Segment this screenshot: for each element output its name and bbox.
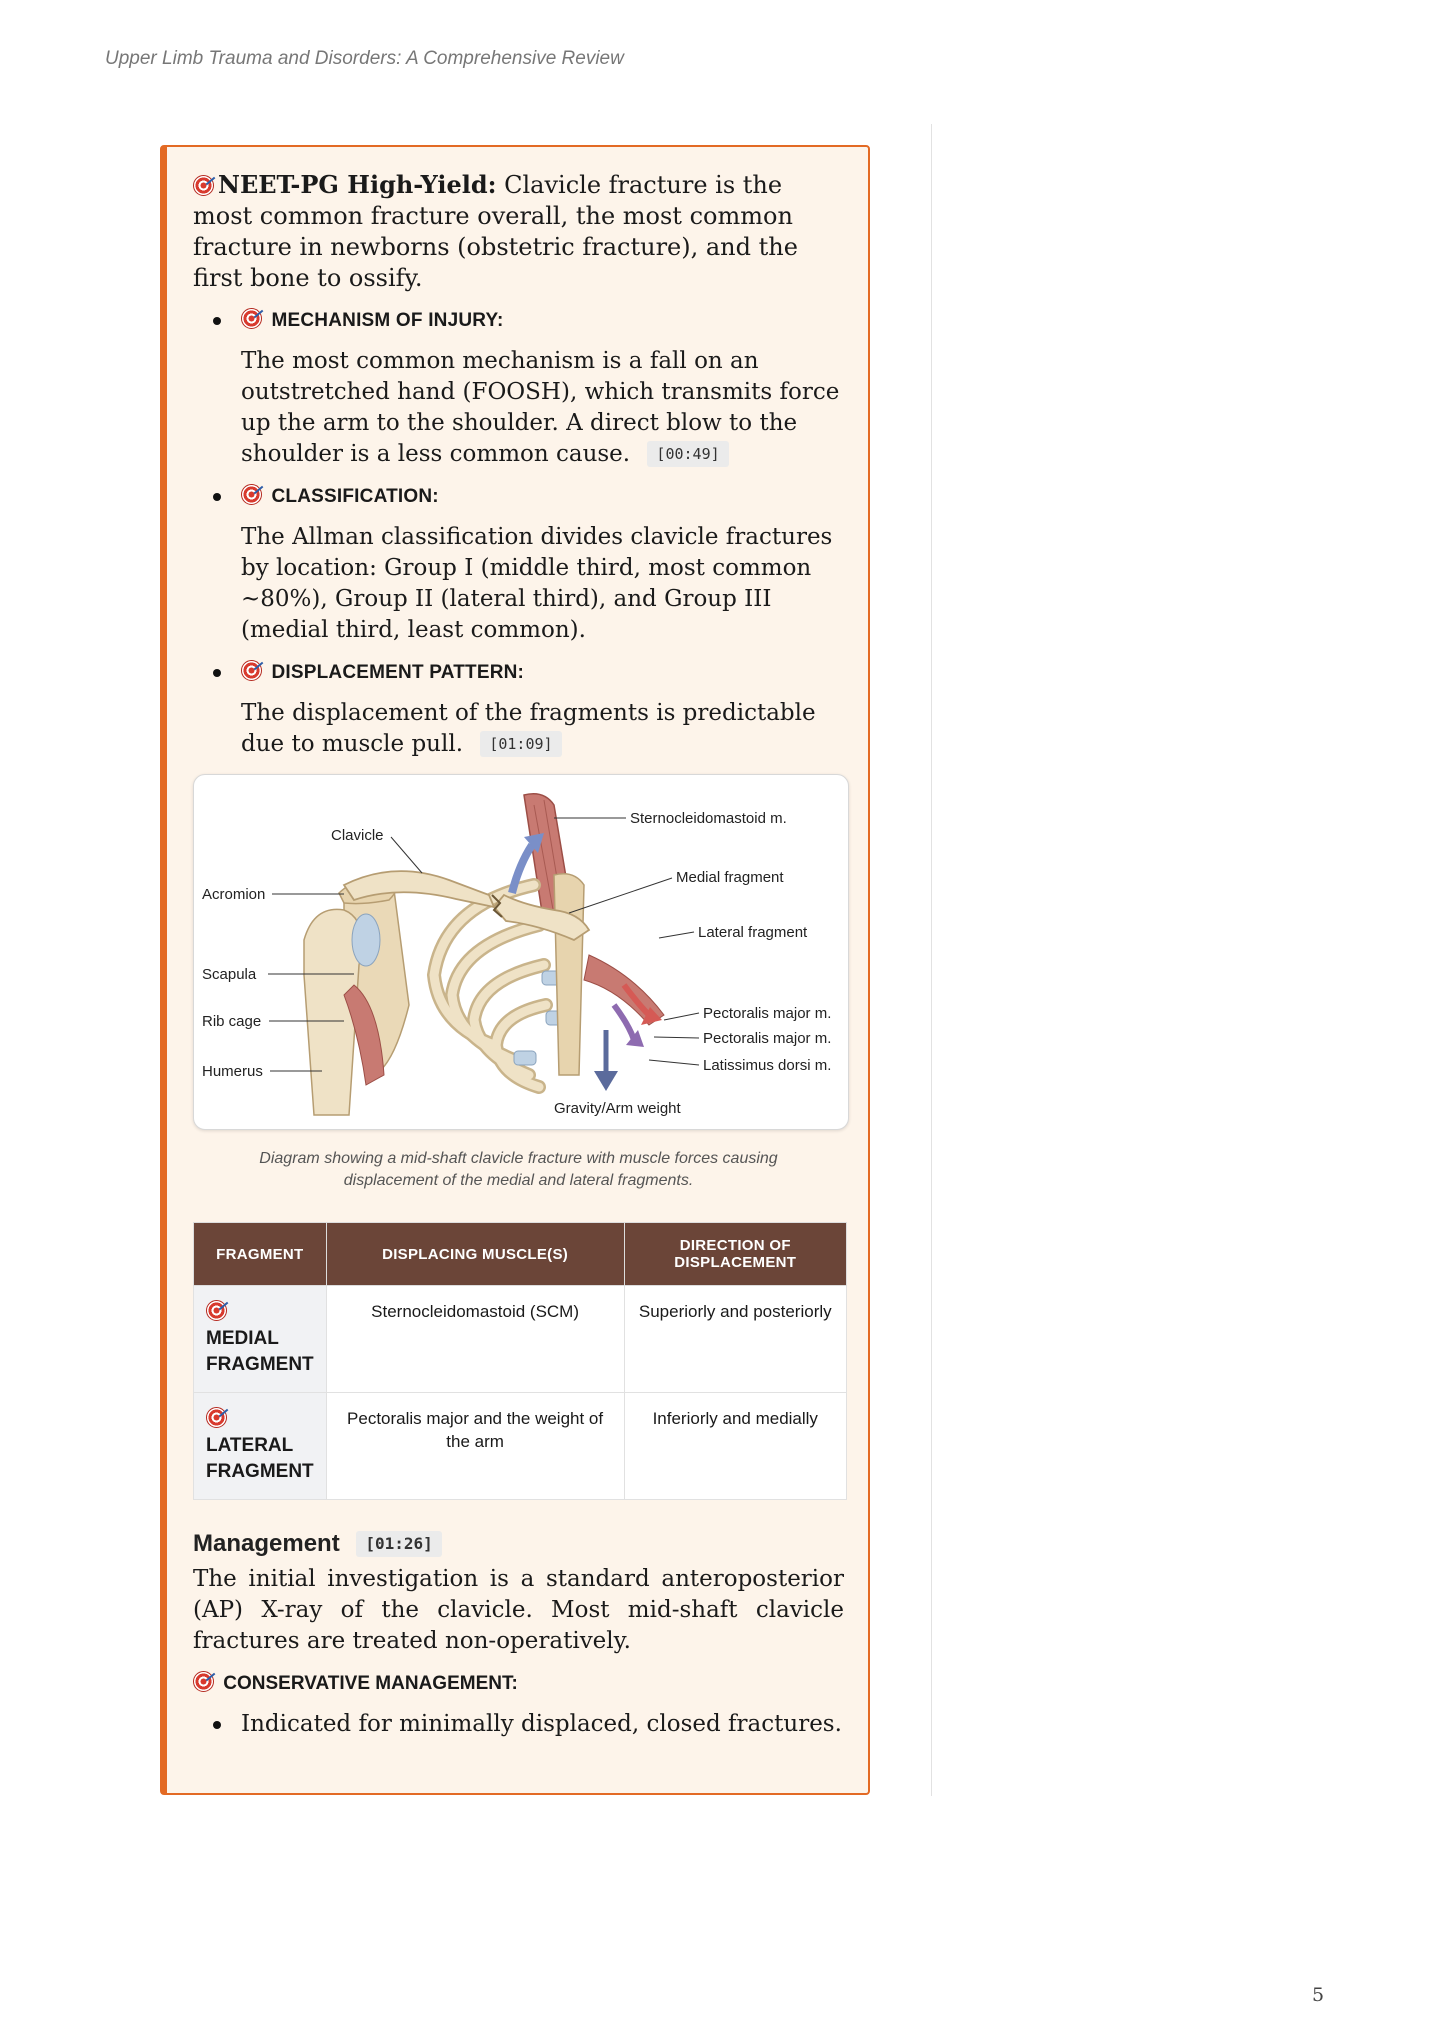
conservative-heading-row [193, 1667, 844, 1701]
pectoralis-major-label: Pectoralis major m. [703, 1005, 832, 1022]
management-heading: Management [193, 1530, 340, 1557]
video-timestamp[interactable]: [01:09] [480, 731, 561, 757]
classification-text: The Allman classification divides clavicle fractures by location: Group I (middle third, most common ~80%), Group II (lateral third), and Group III (medial third, least common). [241, 524, 833, 643]
high-yield-callout [160, 145, 870, 1795]
scapula-label: Scapula [202, 966, 257, 983]
acromion-label: Acromion [202, 886, 266, 903]
key-points-list [193, 304, 844, 760]
running-header: Upper Limb Trauma and Disorders: A Comprehensive Review [105, 48, 624, 69]
medial-fragment-label: Medial fragment [676, 869, 784, 886]
displacement-direction: Inferiorly and medially [624, 1393, 846, 1500]
management-text: The initial investigation is a standard anteroposterior (AP) X-ray of the clavicle. Most mid-shaft clavicle fractures are treated non-operatively. [193, 1566, 844, 1654]
callout-lead-text: Clavicle fracture is the most common fracture overall, the most common fracture in newborns (obstetric fracture), and the first bone to ossify. [193, 171, 798, 292]
target-icon [241, 308, 262, 329]
management-heading-row [193, 1530, 844, 1558]
target-icon [241, 660, 262, 681]
table-row [194, 1286, 847, 1393]
displacing-muscles: Sternocleidomastoid (SCM) [326, 1286, 624, 1393]
pectoralis-major-label-2: Pectoralis major m. [703, 1030, 832, 1047]
latissimus-dorsi-label: Latissimus dorsi m. [703, 1057, 832, 1074]
table-row [194, 1393, 847, 1500]
mechanism-heading: MECHANISM OF INJURY: [271, 310, 504, 331]
list-item [193, 480, 844, 646]
fragment-name: MEDIAL FRAGMENT [206, 1328, 314, 1375]
target-icon [206, 1407, 227, 1428]
fragment-displacement-table [193, 1222, 847, 1500]
column-divider [931, 124, 932, 1796]
target-icon [193, 1671, 214, 1692]
list-item [193, 656, 844, 760]
lateral-fragment-label: Lateral fragment [698, 924, 808, 941]
gravity-label: Gravity/Arm weight [554, 1100, 681, 1117]
video-timestamp[interactable]: [01:26] [356, 1531, 441, 1557]
table-header: DIRECTION OF DISPLACEMENT [624, 1223, 846, 1286]
displacing-muscles: Pectoralis major and the weight of the arm [326, 1393, 624, 1500]
table-header: DISPLACING MUSCLE(S) [326, 1223, 624, 1286]
target-icon [241, 484, 262, 505]
list-item: Indicated for minimally displaced, closed fractures. [193, 1709, 844, 1740]
callout-lead-label: NEET-PG High-Yield: [218, 170, 497, 199]
displacement-heading: DISPLACEMENT PATTERN: [271, 662, 525, 683]
target-icon [206, 1300, 227, 1321]
video-timestamp[interactable]: [00:49] [647, 441, 728, 467]
scm-label: Sternocleidomastoid m. [630, 810, 787, 827]
figure-caption: Diagram showing a mid-shaft clavicle fracture with muscle forces causing displacement of the medial and lateral fragments. [259, 1150, 778, 1189]
humerus-label: Humerus [202, 1063, 263, 1080]
callout-lead [193, 169, 844, 294]
displacement-text: The displacement of the fragments is predictable due to muscle pull. [241, 700, 816, 757]
table-header: FRAGMENT [194, 1223, 327, 1286]
conservative-heading: CONSERVATIVE MANAGEMENT: [223, 1673, 518, 1694]
page-number: 5 [1312, 1984, 1325, 2006]
displacement-direction: Superiorly and posteriorly [624, 1286, 846, 1393]
clavicle-label: Clavicle [331, 827, 384, 844]
classification-heading: CLASSIFICATION: [271, 486, 439, 507]
target-icon [193, 175, 214, 196]
mechanism-text: The most common mechanism is a fall on an outstretched hand (FOOSH), which transmits force up the arm to the shoulder. A direct blow to the shoulder is a less common cause. [241, 348, 840, 467]
conservative-list [193, 1709, 844, 1740]
list-item [193, 304, 844, 470]
fragment-name: LATERAL FRAGMENT [206, 1435, 314, 1482]
rib-cage-label: Rib cage [202, 1013, 262, 1030]
clavicle-fracture-diagram [193, 774, 849, 1130]
